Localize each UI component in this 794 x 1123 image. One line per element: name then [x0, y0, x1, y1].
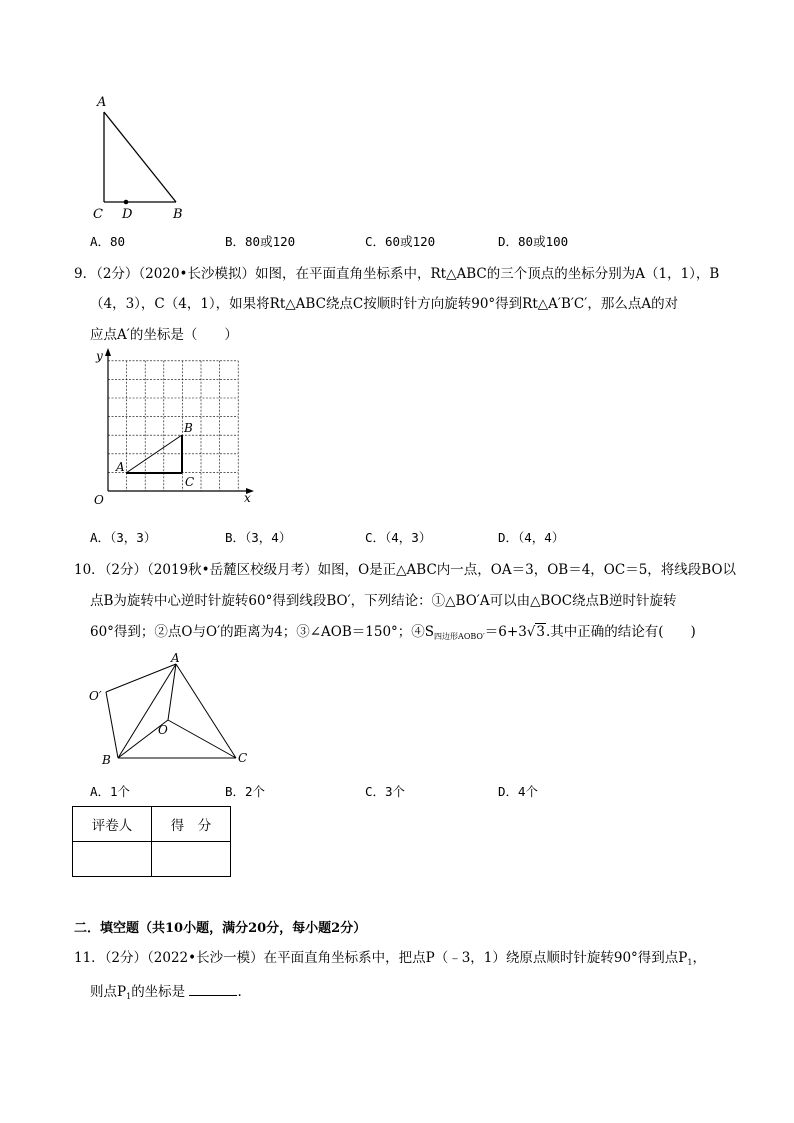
q10-line-1	[74, 558, 736, 578]
q10-sqrt-value: 3	[536, 624, 545, 640]
q10-triangle-figure	[86, 650, 256, 770]
q10-text-3b: ＝6+3	[484, 624, 527, 640]
q9-option-a[interactable]: A．（3，3）	[90, 530, 157, 545]
label-D: D	[122, 207, 133, 222]
origin-label: O	[94, 493, 104, 507]
score-cell[interactable]	[152, 842, 231, 877]
q9-coordinate-grid-figure	[86, 346, 261, 508]
q9-text-1: 如图，在平面直角坐标系中，Rt△ABC的三个顶点的坐标分别为A（1，1），B	[255, 266, 720, 282]
label-C: C	[93, 207, 103, 222]
score-table-header-grader: 评卷人	[73, 807, 152, 842]
q9-source: （2020•长沙模拟）	[138, 266, 256, 282]
q9-line-2: （4，3），C（4，1），如果将Rt△ABC绕点C按顺时针方向旋转90°得到Rt△A′B′C′，那么点A的对	[90, 296, 679, 312]
q10-line-3	[90, 620, 696, 642]
q11-text-1: 在平面直角坐标系中，把点P（﹣3，1）绕原点顺时针旋转90°得到点P	[263, 950, 688, 966]
label-A: A	[116, 460, 125, 474]
q10-option-b[interactable]: B．2个	[225, 784, 266, 799]
label-O: O	[158, 723, 168, 737]
q11-text-1b: ，	[692, 950, 706, 966]
q10-text-3a: 60°得到；②点O与O′的距离为4；③∠AOB＝150°；④S	[90, 624, 435, 640]
score-table	[72, 806, 231, 877]
label-A: A	[97, 95, 107, 110]
q9-line-3: 应点A′的坐标是（ ）	[90, 327, 238, 343]
q11-source: （2022•长沙一模）	[147, 950, 264, 966]
label-B: B	[173, 207, 183, 222]
axis-y-label: y	[96, 349, 103, 363]
q10-source: （2019秋•岳麓区校级月考）	[147, 562, 318, 578]
q11-text-2a: 则点P	[90, 984, 127, 1000]
q9-option-d[interactable]: D．（4，4）	[498, 530, 565, 545]
q11-text-2c: .	[237, 984, 242, 1000]
q11-subscript-2: 1	[126, 992, 132, 1001]
q9-option-b[interactable]: B．（3，4）	[225, 530, 292, 545]
q8-option-b[interactable]: B．80或120	[225, 234, 296, 249]
q9-number: 9．	[74, 266, 97, 282]
label-B: B	[184, 421, 193, 435]
q8-option-c[interactable]: C．60或120	[365, 234, 436, 249]
axis-x-label: x	[244, 491, 251, 505]
q9-line-1	[74, 262, 719, 282]
q10-score: （2分）	[104, 562, 148, 578]
q10-line-2: 点B为旋转中心逆时针旋转60°得到线段BO′，下列结论：①△BO′A可以由△BOC绕点B逆时针旋转	[90, 593, 677, 609]
q11-line-1	[74, 946, 706, 967]
label-O-prime: O′	[89, 689, 102, 703]
label-C: C	[238, 751, 248, 765]
label-A: A	[171, 651, 180, 665]
q11-subscript-1: 1	[687, 958, 693, 967]
q8-option-d[interactable]: D．80或100	[498, 234, 569, 249]
q10-option-d[interactable]: D．4个	[498, 784, 539, 799]
q10-area-subscript: 四边形AOBO′	[434, 632, 485, 641]
grader-cell[interactable]	[73, 842, 152, 877]
q11-text-2b: 的坐标是	[131, 984, 186, 1000]
section-2-title: 二．填空题（共10小题，满分20分，每小题2分）	[74, 921, 367, 936]
q10-option-c[interactable]: C．3个	[365, 784, 406, 799]
label-B: B	[102, 753, 111, 767]
q10-text-3c: .其中正确的结论有( )	[546, 624, 696, 640]
q10-option-a[interactable]: A．1个	[90, 784, 131, 799]
score-table-header-score: 得 分	[152, 807, 231, 842]
q11-score: （2分）	[104, 950, 148, 966]
q10-text-1: 如图，O是正△ABC内一点，OA＝3，OB＝4，OC＝5，将线段BO以	[317, 562, 737, 578]
q8-option-a[interactable]: A．80	[90, 234, 126, 249]
label-C: C	[185, 475, 195, 489]
q11-answer-blank[interactable]	[189, 983, 237, 996]
q10-number: 10．	[74, 562, 105, 578]
sqrt-icon: √	[526, 624, 536, 640]
q9-option-c[interactable]: C．（4，3）	[365, 530, 432, 545]
q11-number: 11．	[74, 950, 105, 966]
q11-line-2	[90, 980, 242, 1001]
q9-score: （2分）	[96, 266, 139, 282]
q8-triangle-figure	[88, 92, 198, 222]
